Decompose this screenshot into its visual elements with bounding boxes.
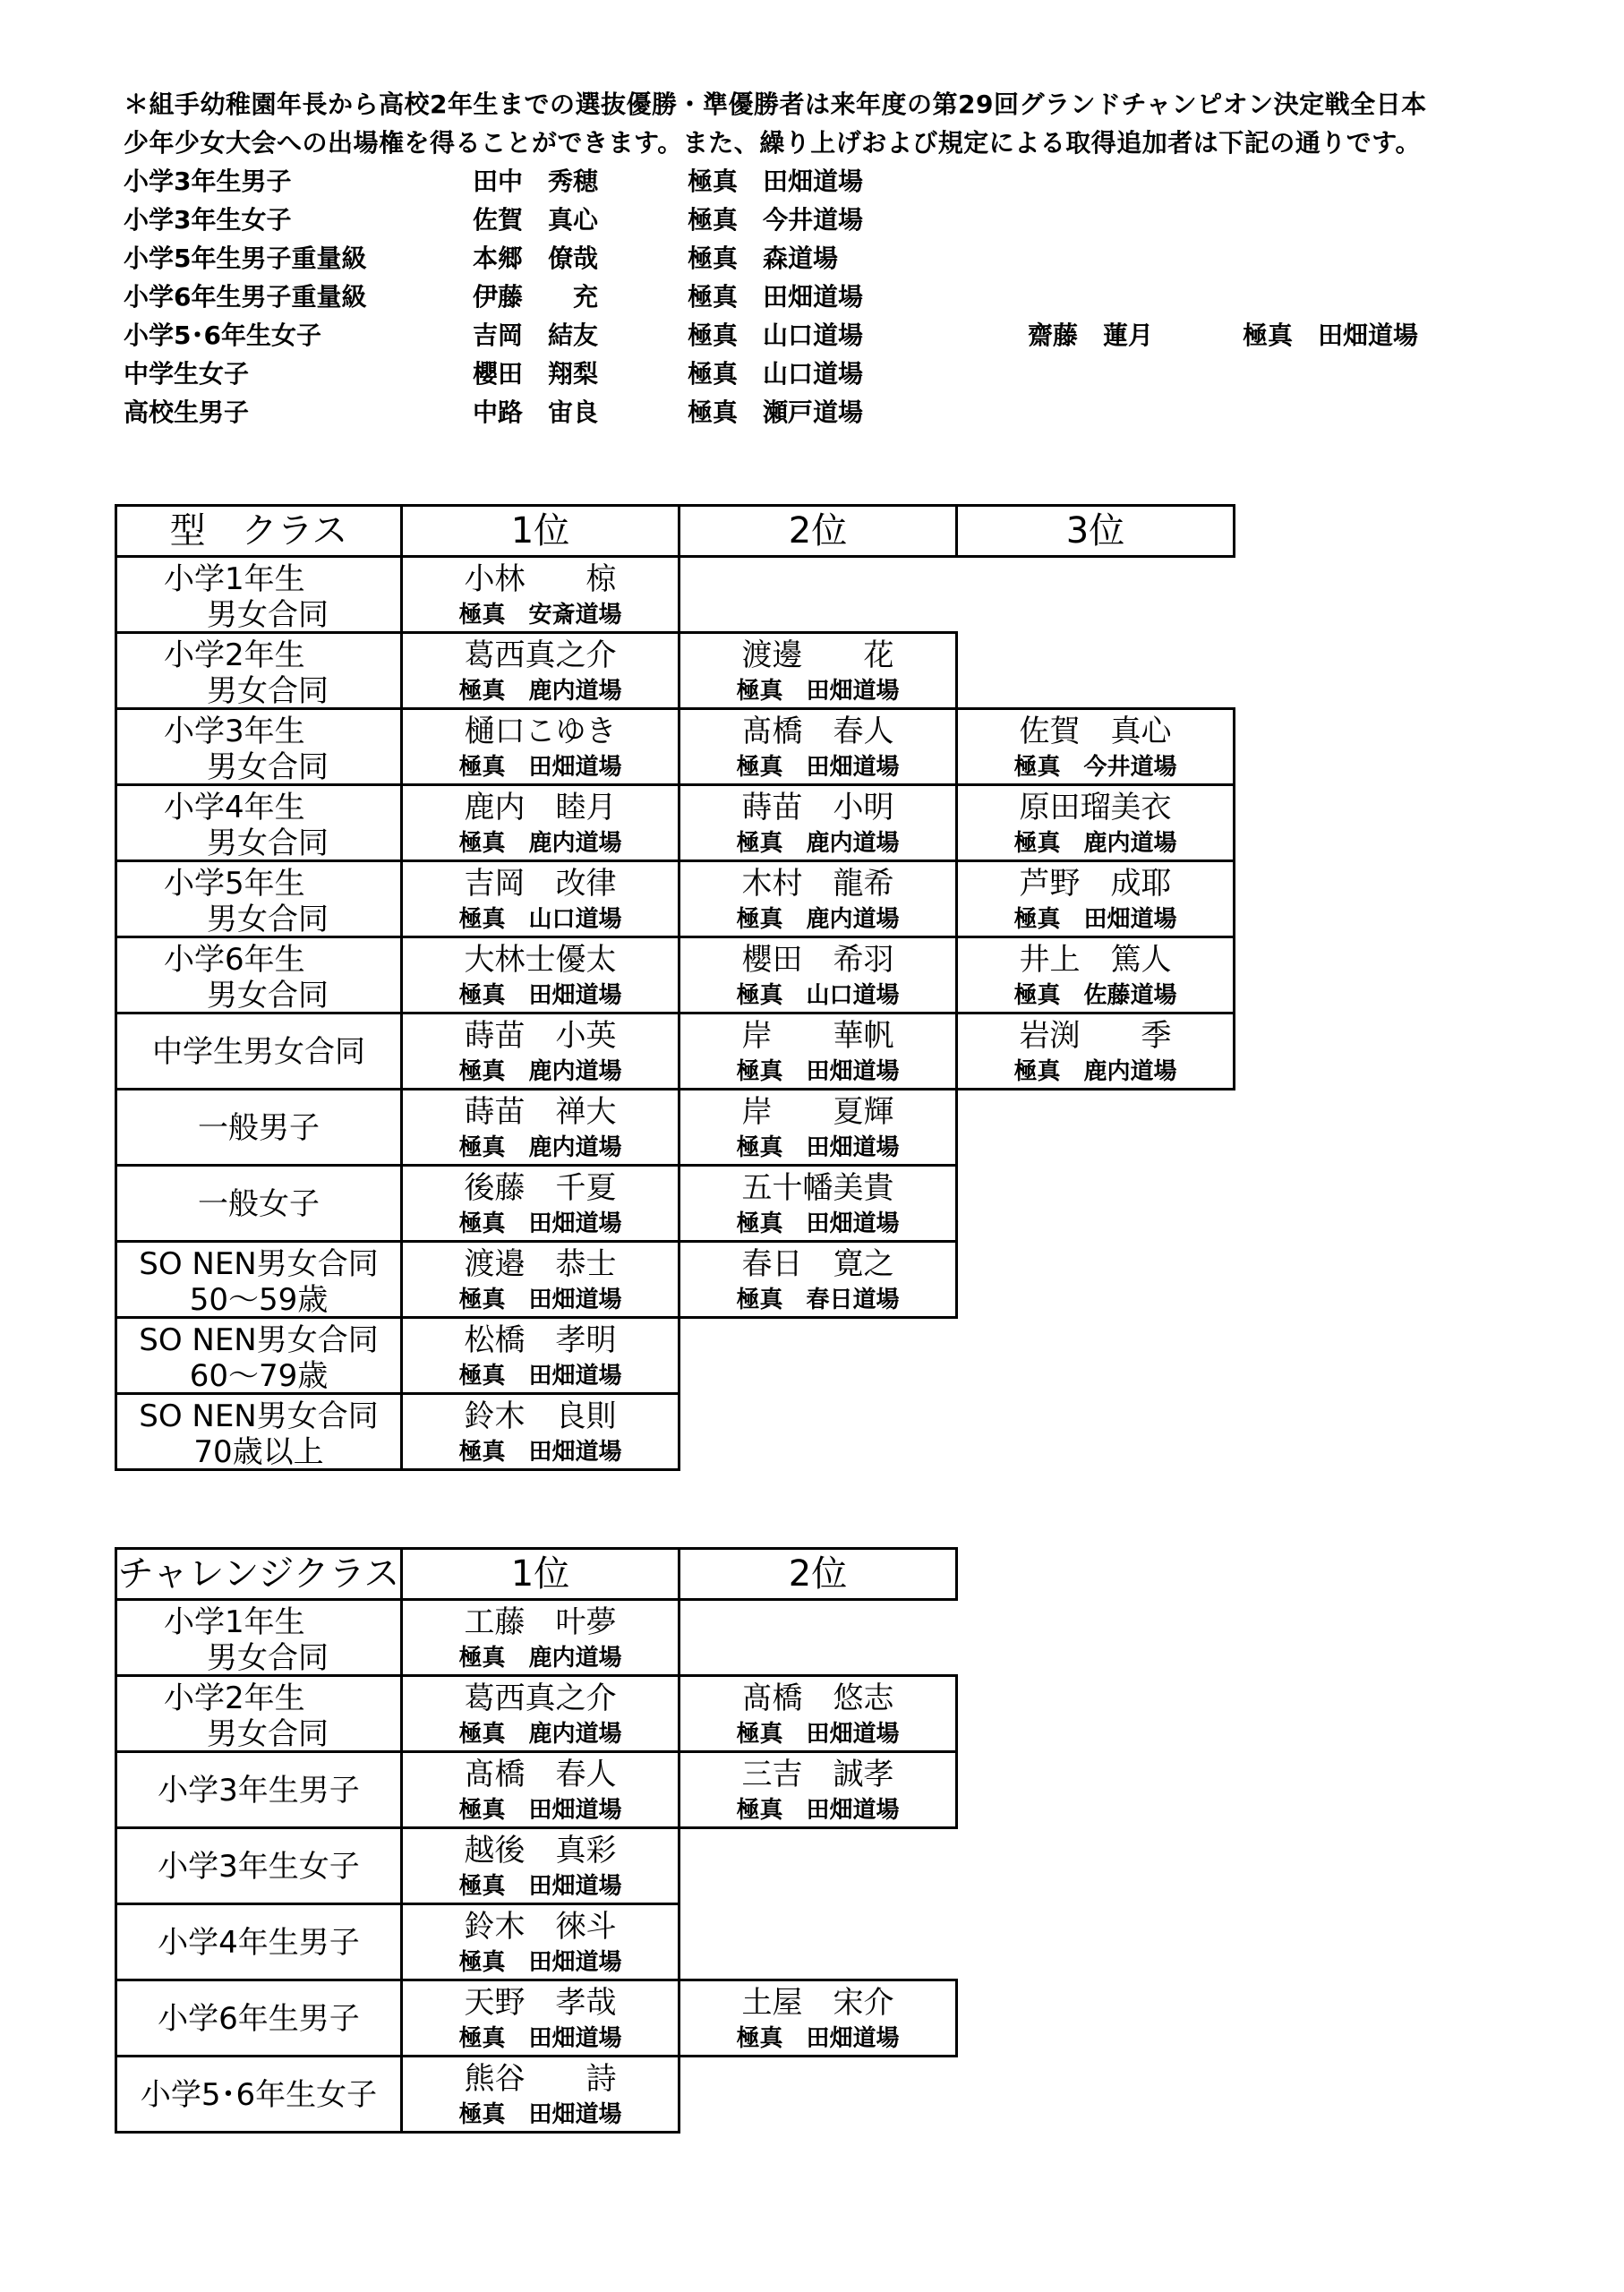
winner-dojo: 極真 鹿内道場 [1013, 830, 1177, 857]
qualifier-category: 小学6年生男子重量級 [124, 282, 367, 312]
first-place-cell [400, 1598, 680, 1677]
category-label: SO NEN男女合同 [139, 1246, 379, 1282]
qualifier-category: 中学生女子 [124, 359, 250, 389]
category-cell [115, 1164, 403, 1243]
qualifier-name: 伊藤 充 [473, 282, 599, 312]
category-label: 小学2年生 [164, 637, 305, 673]
first-place-cell [400, 936, 680, 1014]
second-place-cell [678, 1979, 958, 2057]
category-cell [115, 860, 403, 938]
category-label: 小学5年生 [164, 866, 305, 902]
winner-dojo: 極真 田畑道場 [736, 678, 900, 705]
category-label: 小学6年生男子 [158, 2001, 360, 2037]
notice-line-2: 少年少女大会への出場権を得ることができます。また、繰り上げおよび規定による取得追加者は下記の通りです。 [124, 128, 1422, 158]
winner-name: 岩渕 季 [1019, 1018, 1172, 1054]
winner-name: 工藤 叶夢 [464, 1604, 617, 1640]
category-label: 一般女子 [198, 1186, 320, 1222]
winner-dojo: 極真 田畑道場 [458, 1363, 622, 1390]
second-place-cell [678, 1164, 958, 1243]
winner-name: 樋口こゆき [464, 714, 617, 749]
notice-line-1: ＊組手幼稚園年長から高校2年生までの選抜優勝・準優勝者は来年度の第29回グランドチャンピオン決定戦全日本 [124, 90, 1427, 119]
winner-dojo: 極真 田畑道場 [458, 754, 622, 781]
header-class: チャレンジクラス [115, 1547, 403, 1601]
first-place-cell [400, 1012, 680, 1090]
winner-name: 鈴木 徠斗 [464, 1909, 617, 1945]
category-cell [115, 1979, 403, 2057]
header-first: 1位 [400, 1547, 680, 1601]
category-cell [115, 1392, 403, 1471]
first-place-cell [400, 1826, 680, 1905]
third-place-cell [955, 860, 1235, 938]
third-place-cell [955, 707, 1235, 786]
category-cell [115, 1826, 403, 1905]
winner-name: 髙橋 春人 [464, 1757, 617, 1792]
winner-dojo: 極真 田畑道場 [458, 2101, 622, 2128]
category-sublabel: 男女合同 [207, 749, 329, 785]
second-place-cell [678, 1088, 958, 1167]
winner-dojo: 極真 田畑道場 [458, 982, 622, 1009]
winner-dojo: 極真 田畑道場 [458, 1873, 622, 1900]
category-label: 小学2年生 [164, 1681, 305, 1716]
winner-name: 小林 椋 [464, 561, 617, 597]
winner-name: 鹿内 睦月 [464, 790, 617, 825]
winner-name: 吉岡 改律 [464, 866, 617, 902]
winner-name: 葛西真之介 [464, 1681, 617, 1716]
winner-dojo: 極真 今井道場 [1013, 754, 1177, 781]
winner-name: 松橋 孝明 [464, 1322, 617, 1358]
winner-name: 鈴木 良則 [464, 1398, 617, 1434]
winner-dojo: 極真 田畑道場 [458, 2025, 622, 2052]
category-label: 中学生男女合同 [152, 1034, 365, 1070]
qualifier-name: 佐賀 真心 [473, 205, 599, 235]
category-label: 小学3年生男子 [158, 1773, 360, 1809]
category-sublabel: 男女合同 [207, 978, 329, 1013]
category-label: 小学4年生 [164, 790, 305, 825]
category-cell [115, 555, 403, 634]
category-sublabel: 男女合同 [207, 902, 329, 937]
winner-dojo: 極真 鹿内道場 [458, 1721, 622, 1748]
qualifier-name: 中路 宙良 [473, 398, 599, 427]
winner-dojo: 極真 田畑道場 [458, 1797, 622, 1824]
header-class: 型 クラス [115, 504, 403, 558]
winner-dojo: 極真 佐藤道場 [1013, 982, 1177, 1009]
category-cell [115, 1316, 403, 1395]
qualifier-dojo: 極真 森道場 [688, 244, 839, 273]
qualifier-dojo: 極真 田畑道場 [688, 282, 864, 312]
first-place-cell [400, 1316, 680, 1395]
winner-name: 春日 寛之 [741, 1246, 894, 1282]
category-label: 小学1年生 [164, 1604, 305, 1640]
category-cell [115, 1088, 403, 1167]
winner-name: 渡邉 恭士 [464, 1246, 617, 1282]
third-place-cell [955, 783, 1235, 862]
winner-dojo: 極真 田畑道場 [458, 1210, 622, 1237]
winner-name: 蒔苗 小明 [741, 790, 894, 825]
winner-dojo: 極真 鹿内道場 [458, 678, 622, 705]
first-place-cell [400, 1750, 680, 1829]
first-place-cell [400, 1674, 680, 1753]
winner-dojo: 極真 田畑道場 [458, 1439, 622, 1466]
winner-name: 越後 真彩 [464, 1833, 617, 1869]
winner-dojo: 極真 鹿内道場 [458, 1645, 622, 1672]
category-cell [115, 2055, 403, 2134]
qualifier-name: 櫻田 翔梨 [473, 359, 599, 389]
winner-dojo: 極真 鹿内道場 [736, 830, 900, 857]
winner-name: 後藤 千夏 [464, 1170, 617, 1206]
category-sublabel: 70歳以上 [193, 1434, 324, 1470]
qualifier-category: 高校生男子 [124, 398, 250, 427]
qualification-notice [124, 85, 1520, 162]
category-cell [115, 1903, 403, 1981]
category-cell [115, 707, 403, 786]
category-cell [115, 1012, 403, 1090]
winner-name: 佐賀 真心 [1019, 714, 1172, 749]
winner-dojo: 極真 田畑道場 [736, 754, 900, 781]
category-cell [115, 631, 403, 710]
winner-dojo: 極真 山口道場 [736, 982, 900, 1009]
category-cell [115, 1240, 403, 1319]
category-label: SO NEN男女合同 [139, 1322, 379, 1358]
second-place-cell [678, 936, 958, 1014]
category-label: 一般男子 [198, 1110, 320, 1146]
second-place-cell [678, 1240, 958, 1319]
category-sublabel: 男女合同 [207, 1640, 329, 1676]
first-place-cell [400, 1088, 680, 1167]
table-header [115, 504, 1233, 558]
winner-name: 原田瑠美衣 [1019, 790, 1172, 825]
third-place-cell [955, 1012, 1235, 1090]
winner-name: 髙橋 春人 [741, 714, 894, 749]
winner-dojo: 極真 安斎道場 [458, 602, 622, 629]
qualifier-name: 田中 秀穂 [473, 167, 599, 196]
second-place-cell [678, 707, 958, 786]
category-sublabel: 男女合同 [207, 673, 329, 709]
winner-dojo: 極真 田畑道場 [736, 1210, 900, 1237]
category-label: 小学3年生 [164, 714, 305, 749]
header-second: 2位 [678, 1547, 958, 1601]
category-cell [115, 936, 403, 1014]
winner-name: 土屋 宋介 [741, 1985, 894, 2021]
category-label: 小学4年生男子 [158, 1925, 360, 1961]
winner-dojo: 極真 山口道場 [458, 906, 622, 933]
second-place-cell [678, 1750, 958, 1829]
first-place-cell [400, 1392, 680, 1471]
winner-name: 芦野 成耶 [1019, 866, 1172, 902]
first-place-cell [400, 1979, 680, 2057]
category-cell [115, 1598, 403, 1677]
qualifier-name: 本郷 僚哉 [473, 244, 599, 273]
second-place-cell [678, 783, 958, 862]
first-place-cell [400, 1240, 680, 1319]
winner-name: 五十幡美貴 [741, 1170, 894, 1206]
category-cell [115, 1674, 403, 1753]
qualifier-name-2: 齋藤 蓮月 [1028, 321, 1154, 350]
second-place-cell [678, 860, 958, 938]
qualifier-category: 小学5年生男子重量級 [124, 244, 367, 273]
winner-dojo: 極真 田畑道場 [736, 2025, 900, 2052]
header-third: 3位 [955, 504, 1235, 558]
qualifier-category: 小学3年生男子 [124, 167, 292, 196]
first-place-cell [400, 1903, 680, 1981]
qualifier-name: 吉岡 結友 [473, 321, 599, 350]
category-sublabel: 50～59歳 [189, 1282, 329, 1318]
winner-name: 岸 華帆 [741, 1018, 894, 1054]
qualifier-dojo: 極真 山口道場 [688, 321, 864, 350]
winner-name: 蒔苗 小英 [464, 1018, 617, 1054]
winner-dojo: 極真 鹿内道場 [458, 1134, 622, 1161]
header-second: 2位 [678, 504, 958, 558]
category-label: SO NEN男女合同 [139, 1398, 379, 1434]
category-sublabel: 男女合同 [207, 825, 329, 861]
first-place-cell [400, 555, 680, 634]
winner-dojo: 極真 春日道場 [736, 1287, 900, 1313]
winner-name: 井上 篤人 [1019, 942, 1172, 978]
winner-dojo: 極真 田畑道場 [736, 1797, 900, 1824]
winner-name: 天野 孝哉 [464, 1985, 617, 2021]
winner-name: 櫻田 希羽 [741, 942, 894, 978]
winner-name: 木村 龍希 [741, 866, 894, 902]
winner-name: 渡邊 花 [741, 637, 894, 673]
qualifier-dojo: 極真 今井道場 [688, 205, 864, 235]
second-place-cell [678, 1012, 958, 1090]
qualifier-category: 小学3年生女子 [124, 205, 292, 235]
first-place-cell [400, 860, 680, 938]
category-sublabel: 男女合同 [207, 597, 329, 633]
category-label: 小学3年生女子 [158, 1849, 360, 1885]
winner-dojo: 極真 田畑道場 [736, 1134, 900, 1161]
winner-dojo: 極真 田畑道場 [1013, 906, 1177, 933]
first-place-cell [400, 2055, 680, 2134]
first-place-cell [400, 631, 680, 710]
winner-dojo: 極真 田畑道場 [736, 1721, 900, 1748]
winner-name: 大林士優太 [464, 942, 617, 978]
third-place-cell [955, 936, 1235, 1014]
winner-name: 岸 夏輝 [741, 1094, 894, 1130]
qualifier-category: 小学5･6年生女子 [124, 321, 321, 350]
header-first: 1位 [400, 504, 680, 558]
winner-name: 髙橋 悠志 [741, 1681, 894, 1716]
first-place-cell [400, 707, 680, 786]
category-cell [115, 1750, 403, 1829]
winner-dojo: 極真 鹿内道場 [458, 830, 622, 857]
category-label: 小学1年生 [164, 561, 305, 597]
qualifier-dojo: 極真 田畑道場 [688, 167, 864, 196]
second-place-cell [678, 631, 958, 710]
winner-dojo: 極真 田畑道場 [736, 1058, 900, 1085]
winner-dojo: 極真 田畑道場 [458, 1287, 622, 1313]
table-header [115, 1547, 955, 1601]
category-sublabel: 男女合同 [207, 1716, 329, 1752]
winner-name: 葛西真之介 [464, 637, 617, 673]
category-label: 小学5･6年生女子 [140, 2077, 378, 2113]
first-place-cell [400, 1164, 680, 1243]
winner-name: 熊谷 詩 [464, 2061, 617, 2097]
qualifier-dojo: 極真 山口道場 [688, 359, 864, 389]
category-label: 小学6年生 [164, 942, 305, 978]
category-cell [115, 783, 403, 862]
second-place-cell [678, 1674, 958, 1753]
winner-dojo: 極真 鹿内道場 [458, 1058, 622, 1085]
winner-dojo: 極真 田畑道場 [458, 1949, 622, 1976]
qualifier-dojo-2: 極真 田畑道場 [1243, 321, 1419, 350]
winner-name: 蒔苗 禅大 [464, 1094, 617, 1130]
winner-dojo: 極真 鹿内道場 [736, 906, 900, 933]
qualifier-dojo: 極真 瀬戸道場 [688, 398, 864, 427]
first-place-cell [400, 783, 680, 862]
category-sublabel: 60～79歳 [189, 1358, 329, 1394]
winner-name: 三吉 誠孝 [741, 1757, 894, 1792]
winner-dojo: 極真 鹿内道場 [1013, 1058, 1177, 1085]
